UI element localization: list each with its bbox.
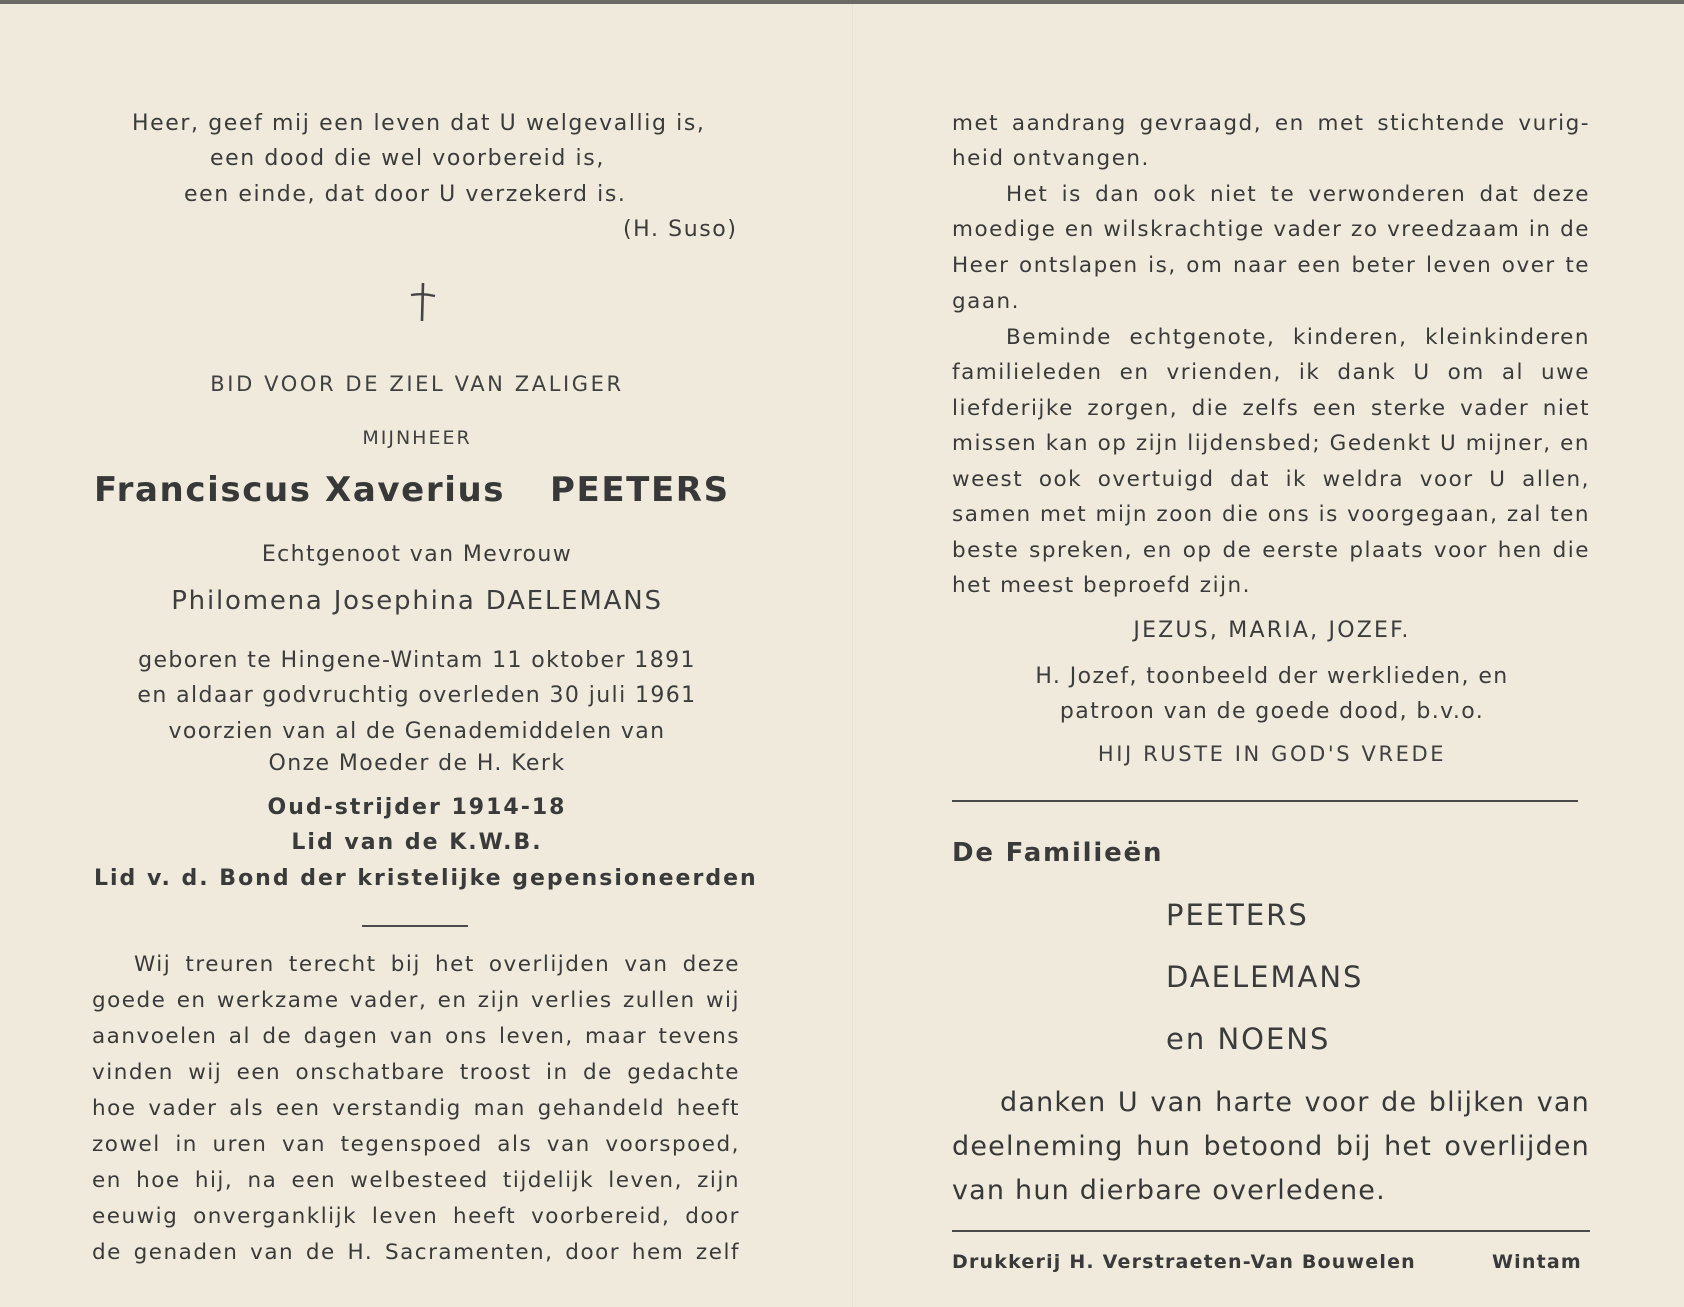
paragraph-line: aanvoelen al de dagen van ons leven, maar tevens — [92, 1024, 740, 1049]
spouse-intro: Echtgenoot van Mevrouw — [261, 542, 573, 567]
paragraph-line: zowel in uren van tegenspoed als van voorspoed, — [92, 1132, 740, 1157]
veteran-line: Oud-strijder 1914-18 — [267, 795, 567, 820]
invocation: JEZUS, MARIA, JOZEF. — [1133, 618, 1411, 643]
thanks-line: danken U van harte voor de blijken van — [1000, 1087, 1590, 1118]
printer-name: Drukkerij H. Verstraeten-Van Bouwelen — [952, 1251, 1416, 1273]
paragraph-line: Beminde echtgenote, kinderen, kleinkinderen — [1006, 325, 1590, 350]
paragraph-line: goede en werkzame vader, en zijn verlies zullen wij — [92, 988, 740, 1013]
thanks-line: van hun dierbare overledene. — [952, 1175, 1386, 1206]
card-fold — [852, 4, 854, 1307]
paragraph-line: Heer ontslapen is, om naar een beter leven over te — [952, 253, 1590, 278]
deceased-given-names: Franciscus Xaverius — [94, 470, 506, 510]
right-page — [952, 0, 1592, 1307]
saint-joseph-line-1: H. Jozef, toonbeeld der werklieden, en — [1035, 664, 1509, 689]
prayer-line-3: een einde, dat door U verzekerd is. — [184, 182, 627, 207]
section-divider — [362, 925, 468, 927]
thanks-line: deelneming hun betoond bij het overlijden — [952, 1131, 1590, 1162]
paragraph-line: hoe vader als een verstandig man gehandeld heeft — [92, 1096, 740, 1121]
kwb-member-line: Lid van de K.W.B. — [291, 830, 543, 855]
prayer-source: (H. Suso) — [623, 217, 738, 242]
prayer-line-2: een dood die wel voorbereid is, — [210, 146, 605, 171]
rest-in-peace: HIJ RUSTE IN GOD'S VREDE — [1097, 742, 1447, 766]
paragraph-line: vinden wij een onschatbare troost in de gedachte — [92, 1060, 740, 1085]
paragraph-line: samen met mijn zoon die ons is voorgegaan, zal ten — [952, 502, 1590, 527]
family-name-2: DAELEMANS — [1166, 960, 1364, 994]
family-name-1: PEETERS — [1166, 898, 1309, 932]
paragraph-line: heid ontvangen. — [952, 146, 1150, 171]
section-divider — [952, 800, 1578, 802]
prayer-line-1: Heer, geef mij een leven dat U welgevallig is, — [132, 111, 706, 136]
birth-line: geboren te Hingene-Wintam 11 oktober 1891 — [138, 648, 696, 673]
paragraph-line: Het is dan ook niet te verwonderen dat deze — [1006, 182, 1590, 207]
printer-place: Wintam — [1492, 1251, 1582, 1273]
deceased-surname: PEETERS — [550, 470, 730, 510]
paragraph-line: liefderijke zorgen, die zelfs een sterke vader niet — [952, 396, 1590, 421]
footer-divider — [952, 1230, 1590, 1232]
paragraph-line: het meest beproefd zijn. — [952, 573, 1251, 598]
paragraph-line: met aandrang gevraagd, en met stichtende vurig- — [952, 111, 1590, 136]
families-title: De Familieën — [952, 838, 1164, 868]
saint-joseph-line-2: patroon van de goede dood, b.v.o. — [1059, 699, 1485, 724]
paragraph-line: familieleden en vrienden, ik dank U om al uwe — [952, 360, 1590, 385]
spouse-name: Philomena Josephina DAELEMANS — [171, 586, 663, 616]
bond-member-line: Lid v. d. Bond der kristelijke gepensioneerden — [94, 866, 758, 891]
paragraph-line: moedige en wilskrachtige vader zo vreedzaam in de — [952, 217, 1590, 242]
paragraph-line: de genaden van de H. Sacramenten, door hem zelf — [92, 1240, 740, 1265]
prayer-request: BID VOOR DE ZIEL VAN ZALIGER — [210, 372, 624, 396]
paragraph-line: en hoe hij, na een welbesteed tijdelijk leven, zijn — [92, 1168, 740, 1193]
family-name-3: en NOENS — [1166, 1022, 1331, 1056]
death-line: en aldaar godvruchtig overleden 30 juli 1961 — [137, 683, 697, 708]
honorific-title: MIJNHEER — [362, 427, 472, 449]
paragraph-line: beste spreken, en op de eerste plaats voor hen die — [952, 538, 1590, 563]
paragraph-line: Wij treuren terecht bij het overlijden van deze — [134, 952, 740, 977]
paragraph-line: gaan. — [952, 289, 1020, 314]
paragraph-line: eeuwig onverganklijk leven heeft voorbereid, door — [92, 1204, 740, 1229]
paragraph-line: weest ook overtuigd dat ik weldra voor U allen, — [952, 467, 1590, 492]
left-page — [92, 0, 758, 1307]
paragraph-line: missen kan op zijn lijdensbed; Gedenkt U mijner, en — [952, 431, 1590, 456]
sacraments-line-1: voorzien van al de Genademiddelen van — [168, 719, 666, 744]
cross-icon — [408, 281, 438, 323]
sacraments-line-2: Onze Moeder de H. Kerk — [268, 751, 566, 776]
